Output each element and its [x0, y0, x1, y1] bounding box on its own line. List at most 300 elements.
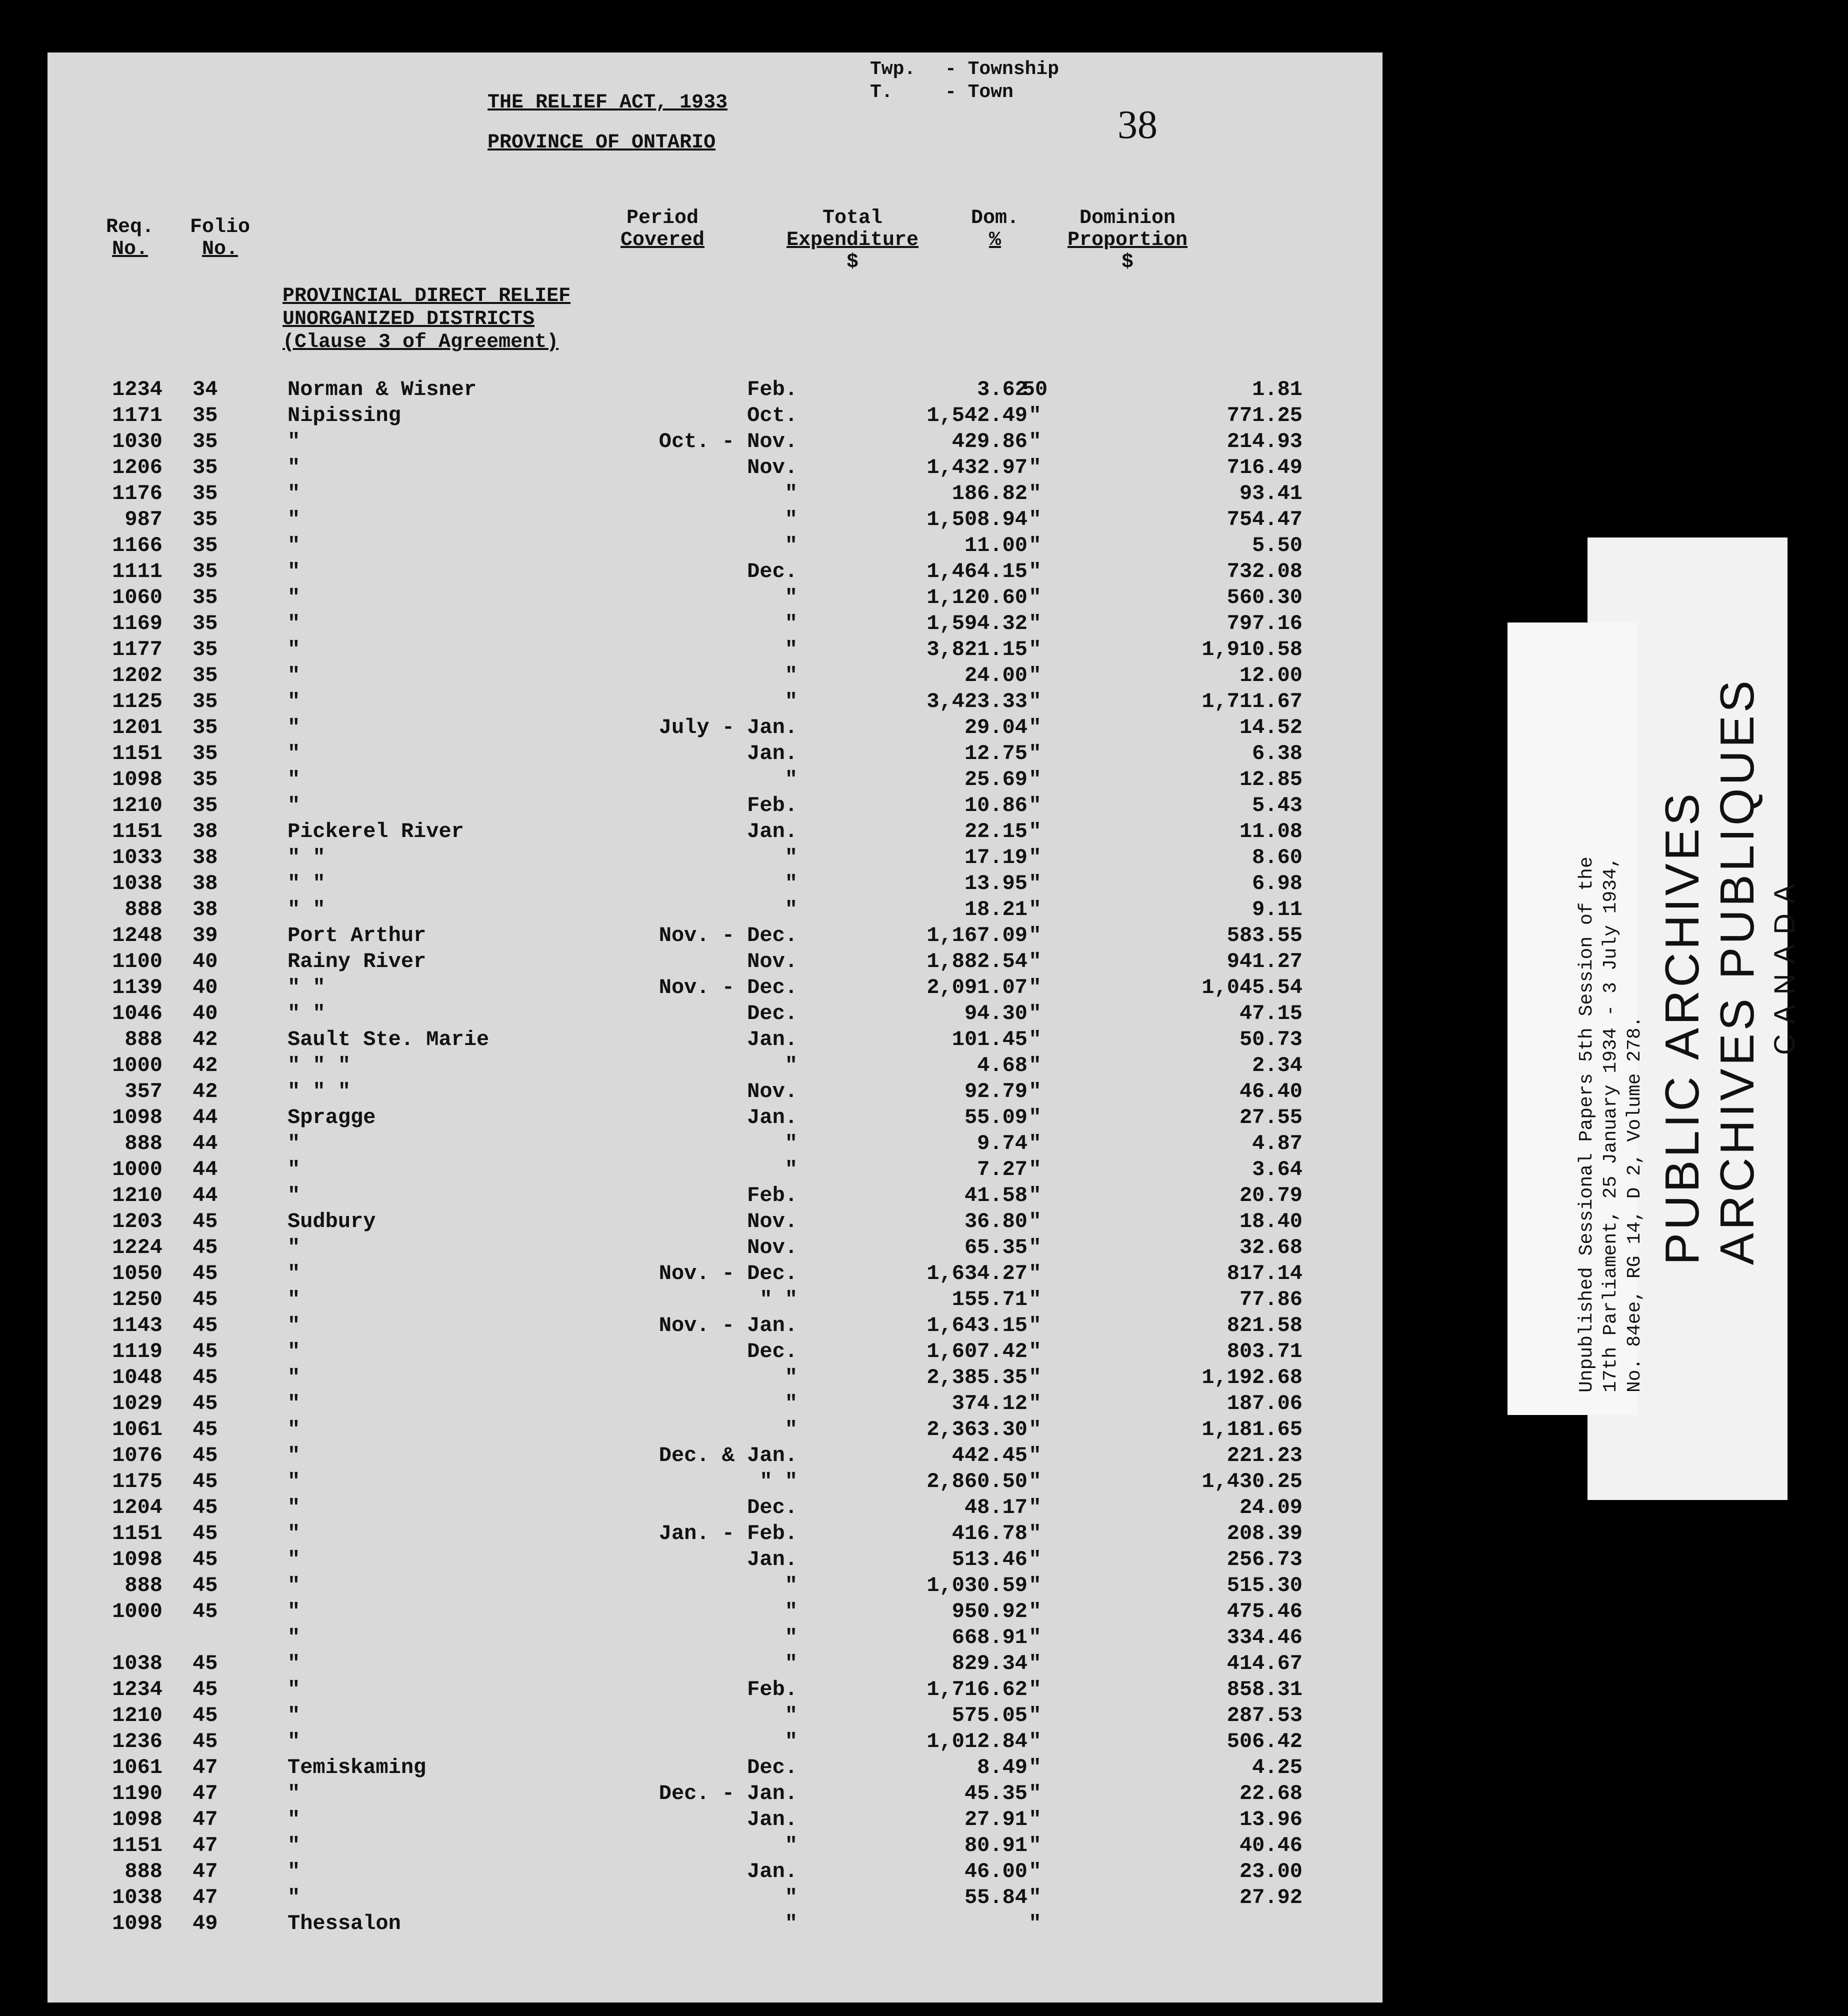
cell-period: "	[784, 1600, 798, 1624]
cell-req: 1171	[112, 404, 162, 428]
table-row	[48, 742, 1382, 768]
cell-dom: 1,711.67	[1202, 690, 1302, 714]
cell-dom: 560.30	[1226, 586, 1302, 610]
cell-pct: "	[1028, 1834, 1042, 1858]
header-line: No.	[112, 238, 148, 260]
cell-name: "	[288, 1418, 300, 1442]
cell-total: 186.82	[952, 482, 1028, 506]
cell-name: "	[288, 1730, 300, 1754]
cell-total: 46.00	[964, 1860, 1028, 1884]
header-total-expenditure	[758, 208, 948, 274]
cell-req: 987	[124, 508, 162, 532]
cell-dom: 5.43	[1252, 794, 1302, 818]
cell-folio: 45	[192, 1366, 218, 1390]
cell-req: 1151	[112, 1522, 162, 1546]
cell-name: "	[288, 1132, 300, 1156]
table-row	[48, 1418, 1382, 1444]
cell-req: 1151	[112, 1834, 162, 1858]
cell-dom: 941.27	[1226, 950, 1302, 974]
cell-name: "	[288, 534, 300, 558]
cell-dom: 583.55	[1226, 924, 1302, 948]
stamp-line: CANADA	[1768, 874, 1801, 1055]
cell-name: "	[288, 430, 300, 454]
cell-req: 1100	[112, 950, 162, 974]
cell-name: "	[288, 1314, 300, 1338]
cell-name: "	[288, 1782, 300, 1806]
abbr-code: Twp.	[870, 58, 916, 80]
cell-period: Jan.	[747, 820, 798, 844]
cell-req: 1038	[112, 1886, 162, 1910]
cell-period: Feb.	[747, 1184, 798, 1208]
table-row	[48, 1028, 1382, 1054]
cell-dom: 11.08	[1239, 820, 1302, 844]
cell-dom: 221.23	[1226, 1444, 1302, 1468]
cell-req: 1033	[112, 846, 162, 870]
cell-pct: "	[1028, 1158, 1042, 1182]
cell-name: " "	[288, 976, 326, 1000]
cell-name: "	[288, 1184, 300, 1208]
cell-period: Jan.	[747, 1548, 798, 1572]
cell-period: Dec.	[747, 1002, 798, 1026]
table-row	[48, 1210, 1382, 1236]
cell-period: "	[784, 1574, 798, 1598]
table-row	[48, 1600, 1382, 1626]
stamp-line: PUBLIC ARCHIVES	[1656, 790, 1709, 1265]
cell-period: Feb.	[747, 794, 798, 818]
cell-period: "	[784, 1054, 798, 1078]
cell-period: "	[784, 846, 798, 870]
cell-dom: 27.92	[1239, 1886, 1302, 1910]
table-row	[48, 1756, 1382, 1782]
cell-dom: 1,045.54	[1202, 976, 1302, 1000]
cell-name: Thessalon	[288, 1912, 401, 1936]
cell-req: 1000	[112, 1054, 162, 1078]
cell-folio: 38	[192, 846, 218, 870]
cell-dom: 1,181.65	[1202, 1418, 1302, 1442]
cell-name: " "	[288, 898, 326, 922]
cell-total: 80.91	[964, 1834, 1028, 1858]
cell-folio: 45	[192, 1392, 218, 1416]
cell-folio: 45	[192, 1470, 218, 1494]
cell-folio: 38	[192, 898, 218, 922]
table-row	[48, 1912, 1382, 1938]
cell-req: 888	[124, 898, 162, 922]
cell-name: "	[288, 1158, 300, 1182]
cell-name: Sudbury	[288, 1210, 376, 1234]
cell-name: "	[288, 612, 300, 636]
table-row	[48, 1574, 1382, 1600]
cell-name: " "	[288, 1002, 326, 1026]
table-row	[48, 1340, 1382, 1366]
cell-total: 55.84	[964, 1886, 1028, 1910]
table-row	[48, 1860, 1382, 1886]
cell-folio: 45	[192, 1704, 218, 1728]
cell-name: " "	[288, 872, 326, 896]
cell-req: 1038	[112, 1652, 162, 1676]
cell-pct: "	[1028, 1886, 1042, 1910]
cell-req: 1202	[112, 664, 162, 688]
cell-req: 1210	[112, 1184, 162, 1208]
cell-folio: 45	[192, 1574, 218, 1598]
cell-name: Port Arthur	[288, 924, 426, 948]
cell-name: "	[288, 456, 300, 480]
cell-pct: "	[1028, 664, 1042, 688]
table-row	[48, 794, 1382, 820]
table-row	[48, 1002, 1382, 1028]
table-row	[48, 1444, 1382, 1470]
cell-period: Feb.	[747, 378, 798, 402]
cell-name: "	[288, 794, 300, 818]
cell-folio: 49	[192, 1912, 218, 1936]
archive-label-line: Unpublished Sessional Papers 5th Session of the	[1576, 856, 1598, 1392]
cell-dom: 3.64	[1252, 1158, 1302, 1182]
abbreviation-township	[870, 58, 1060, 80]
cell-period: "	[784, 586, 798, 610]
cell-folio: 38	[192, 820, 218, 844]
cell-name: "	[288, 1340, 300, 1364]
cell-period: Dec. & Jan.	[658, 1444, 798, 1468]
cell-name: Spragge	[288, 1106, 376, 1130]
cell-name: "	[288, 690, 300, 714]
cell-dom: 23.00	[1239, 1860, 1302, 1884]
cell-folio: 39	[192, 924, 218, 948]
cell-total: 1,607.42	[926, 1340, 1028, 1364]
cell-total: 17.19	[964, 846, 1028, 870]
cell-period: Dec.	[747, 560, 798, 584]
cell-req: 1250	[112, 1288, 162, 1312]
cell-dom: 414.67	[1226, 1652, 1302, 1676]
cell-req: 1234	[112, 378, 162, 402]
cell-dom: 24.09	[1239, 1496, 1302, 1520]
cell-total: 950.92	[952, 1600, 1028, 1624]
cell-dom: 803.71	[1226, 1340, 1302, 1364]
archives-stamp	[1655, 678, 1805, 1265]
table-row	[48, 1808, 1382, 1834]
cell-dom: 47.15	[1239, 1002, 1302, 1026]
cell-total: 2,363.30	[926, 1418, 1028, 1442]
archive-label-card	[1508, 622, 1646, 1415]
cell-total: 1,120.60	[926, 586, 1028, 610]
cell-period: "	[784, 690, 798, 714]
cell-name: "	[288, 1288, 300, 1312]
cell-req: 1050	[112, 1262, 162, 1286]
cell-dom: 1,430.25	[1202, 1470, 1302, 1494]
cell-total: 27.91	[964, 1808, 1028, 1832]
cell-name: "	[288, 742, 300, 766]
cell-name: "	[288, 1678, 300, 1702]
cell-total: 1,594.32	[926, 612, 1028, 636]
cell-folio: 45	[192, 1600, 218, 1624]
cell-pct: "	[1028, 508, 1042, 532]
cell-folio: 45	[192, 1262, 218, 1286]
cell-dom: 256.73	[1226, 1548, 1302, 1572]
table-row	[48, 976, 1382, 1002]
cell-total: 829.34	[952, 1652, 1028, 1676]
cell-folio: 42	[192, 1080, 218, 1104]
cell-folio: 42	[192, 1054, 218, 1078]
table-row	[48, 1886, 1382, 1912]
archive-label-text	[1575, 856, 1647, 1392]
cell-req: 1125	[112, 690, 162, 714]
cell-name: "	[288, 508, 300, 532]
table-row	[48, 560, 1382, 586]
table-row	[48, 1262, 1382, 1288]
abbr-code: T.	[870, 82, 893, 103]
cell-req: 1000	[112, 1158, 162, 1182]
cell-total: 24.00	[964, 664, 1028, 688]
cell-folio: 35	[192, 638, 218, 662]
cell-period: Nov.	[747, 456, 798, 480]
cell-dom: 208.39	[1226, 1522, 1302, 1546]
cell-pct: "	[1028, 1288, 1042, 1312]
cell-period: "	[784, 768, 798, 792]
header-line: Period	[626, 207, 699, 230]
cell-req: 1098	[112, 768, 162, 792]
table-row	[48, 1236, 1382, 1262]
cell-name: "	[288, 1574, 300, 1598]
cell-req: 1176	[112, 482, 162, 506]
table-row	[48, 1470, 1382, 1496]
cell-period: "	[784, 664, 798, 688]
table-row	[48, 924, 1382, 950]
cell-pct: "	[1028, 1236, 1042, 1260]
cell-req: 1060	[112, 586, 162, 610]
cell-pct: "	[1028, 1782, 1042, 1806]
cell-folio: 35	[192, 430, 218, 454]
cell-req: 1175	[112, 1470, 162, 1494]
cell-req: 1204	[112, 1496, 162, 1520]
cell-name: Pickerel River	[288, 820, 464, 844]
cell-period: Nov.	[747, 1080, 798, 1104]
cell-period: "	[784, 482, 798, 506]
cell-period: "	[784, 1132, 798, 1156]
cell-pct: "	[1028, 1392, 1042, 1416]
cell-period: Nov.	[747, 1210, 798, 1234]
cell-period: "	[784, 1392, 798, 1416]
abbreviation-town	[870, 82, 1014, 103]
cell-pct: "	[1028, 1548, 1042, 1572]
cell-total: 1,508.94	[926, 508, 1028, 532]
cell-pct: "	[1028, 950, 1042, 974]
cell-dom: 858.31	[1226, 1678, 1302, 1702]
cell-folio: 47	[192, 1860, 218, 1884]
cell-folio: 45	[192, 1418, 218, 1442]
cell-total: 36.80	[964, 1210, 1028, 1234]
cell-period: "	[784, 1730, 798, 1754]
cell-req: 1029	[112, 1392, 162, 1416]
cell-period: " "	[760, 1288, 798, 1312]
cell-pct: "	[1028, 768, 1042, 792]
cell-pct: "	[1028, 1028, 1042, 1052]
cell-total: 1,432.97	[926, 456, 1028, 480]
cell-dom: 5.50	[1252, 534, 1302, 558]
cell-dom: 93.41	[1239, 482, 1302, 506]
table-row	[48, 1184, 1382, 1210]
cell-total: 41.58	[964, 1184, 1028, 1208]
cell-req: 1210	[112, 794, 162, 818]
cell-folio: 45	[192, 1288, 218, 1312]
table-row	[48, 768, 1382, 794]
cell-name: "	[288, 1496, 300, 1520]
archive-label-line: No. 84ee, RG 14, D 2, Volume 278.	[1624, 1016, 1646, 1392]
cell-name: Norman & Wisner	[288, 378, 477, 402]
header-line: $	[846, 251, 858, 274]
cell-pct: "	[1028, 534, 1042, 558]
cell-pct: "	[1028, 1704, 1042, 1728]
cell-total: 4.68	[977, 1054, 1028, 1078]
page-number: 38	[1118, 103, 1158, 147]
cell-req: 1119	[112, 1340, 162, 1364]
cell-period: Jan.	[747, 1028, 798, 1052]
cell-pct: "	[1028, 1340, 1042, 1364]
table-row	[48, 1496, 1382, 1522]
cell-total: 8.49	[977, 1756, 1028, 1780]
cell-dom: 515.30	[1226, 1574, 1302, 1598]
cell-req: 888	[124, 1860, 162, 1884]
cell-period: "	[784, 1834, 798, 1858]
cell-pct: "	[1028, 924, 1042, 948]
abbr-meaning: - Township	[945, 58, 1060, 80]
header-folio-no	[178, 216, 262, 260]
header-line: Expenditure	[786, 229, 919, 252]
cell-total: 9.74	[977, 1132, 1028, 1156]
cell-folio: 35	[192, 690, 218, 714]
cell-total: 1,716.62	[926, 1678, 1028, 1702]
cell-total: 3,423.33	[926, 690, 1028, 714]
cell-pct: "	[1028, 586, 1042, 610]
cell-folio: 45	[192, 1210, 218, 1234]
cell-total: 1,030.59	[926, 1574, 1028, 1598]
table-row	[48, 1522, 1382, 1548]
table-row	[48, 508, 1382, 534]
cell-name: "	[288, 1444, 300, 1468]
header-dom-pct	[958, 208, 1032, 252]
table-row	[48, 1626, 1382, 1652]
table-row	[48, 586, 1382, 612]
table-row	[48, 1366, 1382, 1392]
cell-dom: 14.52	[1239, 716, 1302, 740]
cell-name: " " "	[288, 1054, 351, 1078]
cell-total: 18.21	[964, 898, 1028, 922]
cell-req: 1111	[112, 560, 162, 584]
cell-name: "	[288, 1236, 300, 1260]
cell-pct: "	[1028, 1574, 1042, 1598]
cell-name: Temiskaming	[288, 1756, 426, 1780]
cell-folio: 35	[192, 664, 218, 688]
table-row	[48, 1314, 1382, 1340]
cell-pct: "	[1028, 1054, 1042, 1078]
table-row	[48, 1106, 1382, 1132]
cell-folio: 45	[192, 1548, 218, 1572]
cell-name: Rainy River	[288, 950, 426, 974]
cell-folio: 35	[192, 768, 218, 792]
cell-total: 12.75	[964, 742, 1028, 766]
cell-name: " " "	[288, 1080, 351, 1104]
cell-dom: 821.58	[1226, 1314, 1302, 1338]
cell-dom: 6.38	[1252, 742, 1302, 766]
cell-period: "	[784, 898, 798, 922]
cell-total: 65.35	[964, 1236, 1028, 1260]
cell-total: 1,634.27	[926, 1262, 1028, 1286]
cell-name: " "	[288, 846, 326, 870]
cell-total: 2,091.07	[926, 976, 1028, 1000]
cell-dom: 46.40	[1239, 1080, 1302, 1104]
cell-folio: 47	[192, 1834, 218, 1858]
abbr-meaning: - Town	[945, 82, 1014, 103]
cell-pct: "	[1028, 846, 1042, 870]
cell-dom: 20.79	[1239, 1184, 1302, 1208]
document-title: THE RELIEF ACT, 1933	[488, 92, 728, 114]
cell-total: 2,385.35	[926, 1366, 1028, 1390]
cell-period: "	[784, 1418, 798, 1442]
cell-pct: "	[1028, 976, 1042, 1000]
cell-period: "	[784, 1886, 798, 1910]
cell-folio: 47	[192, 1782, 218, 1806]
cell-total: 92.79	[964, 1080, 1028, 1104]
cell-period: " "	[760, 1470, 798, 1494]
cell-pct: "	[1028, 820, 1042, 844]
table-row	[48, 612, 1382, 638]
table-row	[48, 1548, 1382, 1574]
cell-pct: "	[1028, 1652, 1042, 1676]
cell-pct: "	[1028, 1184, 1042, 1208]
cell-pct: "	[1028, 1470, 1042, 1494]
cell-total: 94.30	[964, 1002, 1028, 1026]
cell-req: 1151	[112, 742, 162, 766]
section-line: PROVINCIAL DIRECT RELIEF	[282, 285, 571, 308]
cell-total: 55.09	[964, 1106, 1028, 1130]
cell-req: 1061	[112, 1756, 162, 1780]
cell-folio: 45	[192, 1652, 218, 1676]
cell-period: Jan.	[747, 1106, 798, 1130]
cell-period: "	[784, 508, 798, 532]
cell-dom: 8.60	[1252, 846, 1302, 870]
cell-folio: 35	[192, 560, 218, 584]
cell-pct: "	[1028, 872, 1042, 896]
table-row	[48, 846, 1382, 872]
cell-dom: 12.00	[1239, 664, 1302, 688]
cell-dom: 1.81	[1252, 378, 1302, 402]
cell-folio: 44	[192, 1132, 218, 1156]
table-row	[48, 1158, 1382, 1184]
cell-period: Oct.	[747, 404, 798, 428]
cell-total: 416.78	[952, 1522, 1028, 1546]
cell-name: "	[288, 1392, 300, 1416]
table-row	[48, 872, 1382, 898]
cell-folio: 40	[192, 1002, 218, 1026]
header-line: Dom.	[970, 207, 1019, 230]
cell-folio: 47	[192, 1808, 218, 1832]
cell-dom: 506.42	[1226, 1730, 1302, 1754]
table-row	[48, 430, 1382, 456]
table-row	[48, 950, 1382, 976]
cell-dom: 6.98	[1252, 872, 1302, 896]
cell-period: "	[784, 1704, 798, 1728]
cell-period: Nov. - Dec.	[658, 976, 798, 1000]
cell-dom: 40.46	[1239, 1834, 1302, 1858]
table-row	[48, 378, 1382, 404]
section-line: UNORGANIZED DISTRICTS	[282, 308, 535, 330]
section-line: (Clause 3 of Agreement)	[282, 331, 559, 354]
cell-req: 888	[124, 1028, 162, 1052]
cell-total: 155.71	[952, 1288, 1028, 1312]
table-row	[48, 1080, 1382, 1106]
cell-req: 1236	[112, 1730, 162, 1754]
cell-req: 1046	[112, 1002, 162, 1026]
cell-req: 888	[124, 1132, 162, 1156]
cell-period: Jan.	[747, 1860, 798, 1884]
cell-pct: "	[1028, 1678, 1042, 1702]
